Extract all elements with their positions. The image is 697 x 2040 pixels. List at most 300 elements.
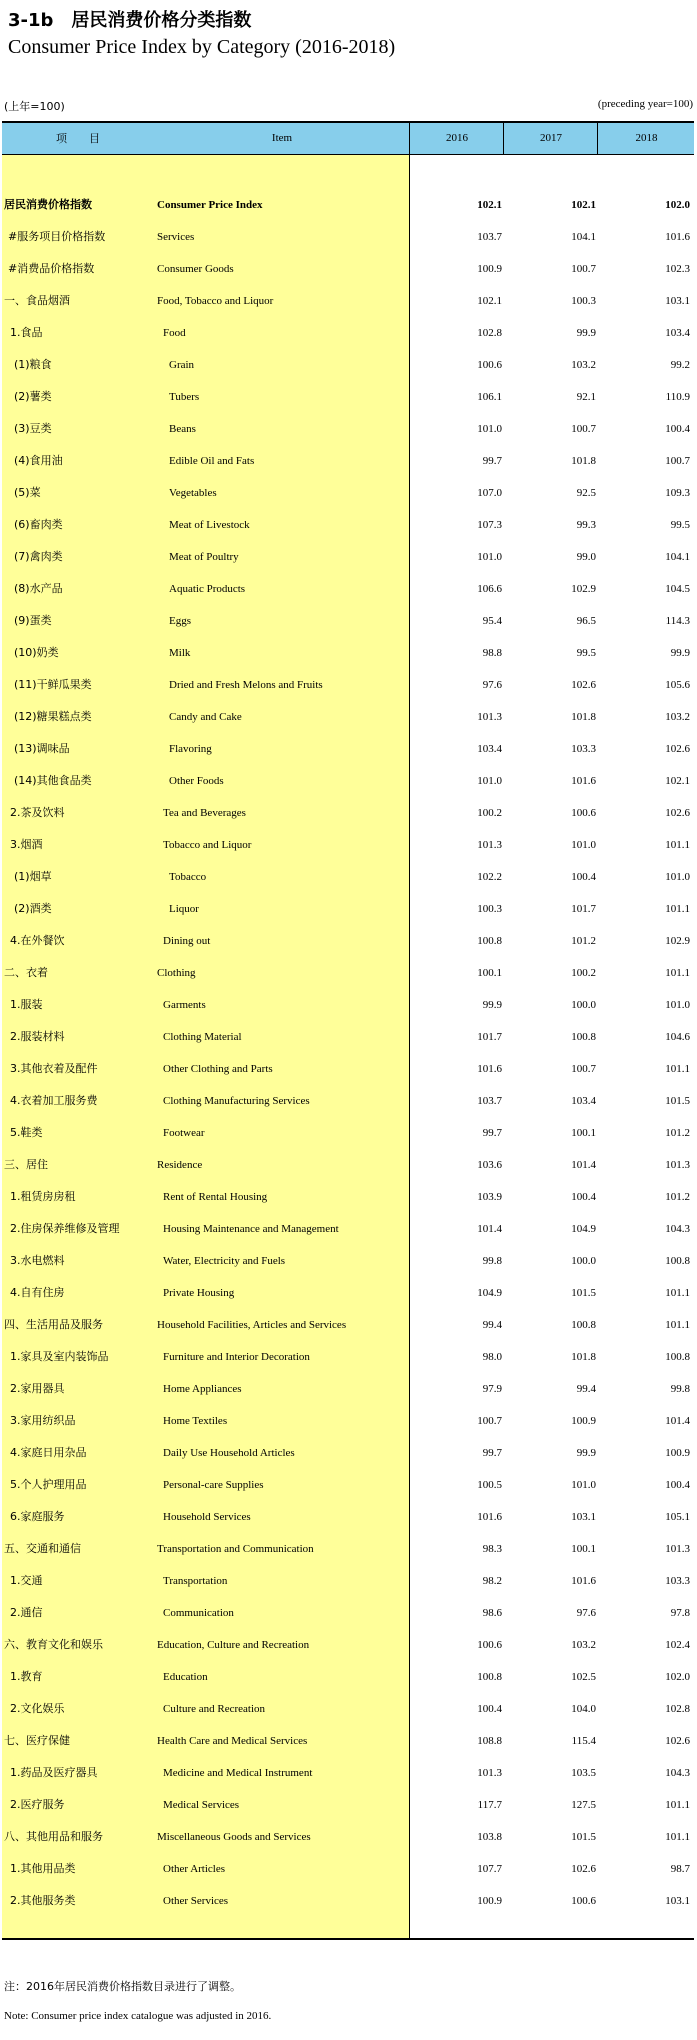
item-name-cn: 5.鞋类 <box>10 1126 43 1139</box>
value-2016: 102.8 <box>477 327 502 339</box>
value-2017: 100.0 <box>571 1255 596 1267</box>
item-name-en: Education <box>163 1671 208 1683</box>
value-2018: 102.9 <box>665 935 690 947</box>
value-2016: 101.0 <box>477 775 502 787</box>
value-2016: 108.8 <box>477 1735 502 1747</box>
item-name-cn: 3.烟酒 <box>10 838 43 851</box>
table-row <box>2 957 694 989</box>
value-2018: 101.1 <box>665 839 690 851</box>
value-2017: 102.5 <box>571 1671 596 1683</box>
value-2018: 101.1 <box>665 1831 690 1843</box>
item-name-en: Education, Culture and Recreation <box>157 1639 310 1651</box>
item-name-cn: 4.自有住房 <box>10 1286 65 1299</box>
item-name-cn: (8)水产品 <box>14 582 63 595</box>
value-2018: 102.6 <box>665 807 690 819</box>
item-name-cn: 1.租赁房房租 <box>10 1190 76 1203</box>
value-2017: 103.2 <box>571 1639 596 1651</box>
table-row <box>2 1597 694 1629</box>
value-2017: 99.4 <box>576 1383 596 1395</box>
value-2016: 100.4 <box>477 1703 502 1715</box>
unit-note-en: (preceding year=100) <box>597 98 693 110</box>
table-row <box>2 989 694 1021</box>
value-2016: 100.9 <box>477 263 502 275</box>
value-2018: 104.1 <box>665 551 690 563</box>
value-2017: 101.8 <box>571 1351 596 1363</box>
value-2018: 100.4 <box>665 1479 690 1491</box>
item-name-cn: (2)薯类 <box>14 390 52 403</box>
table-row <box>2 1757 694 1789</box>
item-name-cn: 1.药品及医疗器具 <box>10 1766 98 1779</box>
value-2018: 99.2 <box>670 359 690 371</box>
value-2018: 102.0 <box>665 199 690 211</box>
item-name-en: Medical Services <box>163 1799 240 1811</box>
table-row <box>2 221 694 253</box>
item-name-en: Tubers <box>169 391 200 403</box>
item-name-en: Grain <box>169 359 195 371</box>
item-name-en: Consumer Goods <box>157 263 234 275</box>
item-name-cn: 1.交通 <box>10 1574 43 1587</box>
value-2018: 102.6 <box>665 1735 690 1747</box>
table-row <box>2 541 694 573</box>
table-row <box>2 189 694 221</box>
table-row <box>2 1277 694 1309</box>
table-row <box>2 1693 694 1725</box>
item-name-en: Household Services <box>163 1511 251 1523</box>
value-2017: 92.5 <box>576 487 596 499</box>
table-row <box>2 1213 694 1245</box>
table-row <box>2 605 694 637</box>
table-row <box>2 925 694 957</box>
table-row <box>2 1501 694 1533</box>
value-2018: 100.8 <box>665 1255 690 1267</box>
table-row <box>2 253 694 285</box>
item-name-cn: (2)酒类 <box>14 902 52 915</box>
value-2016: 103.9 <box>477 1191 502 1203</box>
header-year-2018: 2018 <box>597 123 695 154</box>
item-name-cn: (14)其他食品类 <box>14 774 92 787</box>
item-name-cn: 一、食品烟酒 <box>4 294 70 307</box>
value-2016: 103.7 <box>477 231 502 243</box>
table-row <box>2 765 694 797</box>
item-name-en: Meat of Poultry <box>169 551 239 563</box>
item-name-cn: 2.通信 <box>10 1606 43 1619</box>
value-2018: 102.6 <box>665 743 690 755</box>
value-2017: 100.7 <box>571 263 596 275</box>
table-row <box>2 701 694 733</box>
item-name-en: Household Facilities, Articles and Services <box>157 1319 347 1331</box>
table-header <box>2 121 694 155</box>
table-row <box>2 1149 694 1181</box>
value-2017: 127.5 <box>571 1799 596 1811</box>
value-2017: 101.5 <box>571 1831 596 1843</box>
item-name-en: Aquatic Products <box>169 583 246 595</box>
table-title-en: Consumer Price Index by Category (2016-2018) <box>8 36 396 58</box>
table-row <box>2 861 694 893</box>
value-2016: 101.4 <box>477 1223 502 1235</box>
value-2018: 103.2 <box>665 711 690 723</box>
item-name-en: Miscellaneous Goods and Services <box>157 1831 311 1843</box>
value-2018: 101.3 <box>665 1543 690 1555</box>
value-2016: 100.1 <box>477 967 502 979</box>
value-2016: 101.6 <box>477 1063 502 1075</box>
value-2017: 104.1 <box>571 231 596 243</box>
value-2017: 92.1 <box>576 391 596 403</box>
value-2016: 98.3 <box>482 1543 502 1555</box>
value-2018: 114.3 <box>665 615 690 627</box>
item-name-en: Health Care and Medical Services <box>157 1735 308 1747</box>
header-item-cn: 项 目 <box>56 132 100 145</box>
table-row <box>2 477 694 509</box>
item-name-cn: 3.其他衣着及配件 <box>10 1062 98 1075</box>
item-name-cn: 四、生活用品及服务 <box>4 1318 103 1331</box>
value-2017: 115.4 <box>571 1735 596 1747</box>
item-name-en: Milk <box>169 647 191 659</box>
value-2016: 102.2 <box>477 871 502 883</box>
value-2018: 101.4 <box>665 1415 690 1427</box>
item-name-cn: 2.文化娱乐 <box>10 1702 65 1715</box>
value-2016: 98.0 <box>482 1351 502 1363</box>
value-2016: 107.7 <box>477 1863 502 1875</box>
value-2017: 101.8 <box>571 711 596 723</box>
table-row <box>2 669 694 701</box>
value-2017: 101.7 <box>571 903 596 915</box>
value-2017: 101.8 <box>571 455 596 467</box>
item-name-en: Food <box>163 327 186 339</box>
header-year-2016: 2016 <box>409 123 504 154</box>
value-2016: 103.8 <box>477 1831 502 1843</box>
item-name-en: Services <box>157 231 195 243</box>
value-2017: 99.0 <box>576 551 596 563</box>
value-2017: 100.3 <box>571 295 596 307</box>
item-name-cn: 2.家用器具 <box>10 1382 65 1395</box>
value-2016: 100.8 <box>477 935 502 947</box>
value-2017: 99.5 <box>576 647 596 659</box>
item-name-en: Other Services <box>163 1895 229 1907</box>
value-2016: 100.2 <box>477 807 502 819</box>
table-number: 3-1b <box>8 10 54 31</box>
item-name-en: Other Articles <box>163 1863 226 1875</box>
table-row <box>2 797 694 829</box>
item-name-cn: (10)奶类 <box>14 646 59 659</box>
table-row <box>2 573 694 605</box>
table-body <box>2 155 694 1940</box>
item-name-en: Meat of Livestock <box>169 519 250 531</box>
value-2016: 100.3 <box>477 903 502 915</box>
value-2018: 99.8 <box>670 1383 690 1395</box>
value-2016: 100.6 <box>477 359 502 371</box>
value-2016: 99.8 <box>482 1255 502 1267</box>
value-2016: 100.6 <box>477 1639 502 1651</box>
value-2016: 104.9 <box>477 1287 502 1299</box>
value-2017: 101.6 <box>571 775 596 787</box>
table-row <box>2 637 694 669</box>
table-row <box>2 1661 694 1693</box>
value-2018: 104.5 <box>665 583 690 595</box>
table-row <box>2 1181 694 1213</box>
item-name-cn: 2.服装材料 <box>10 1030 65 1043</box>
item-name-en: Dining out <box>163 935 211 947</box>
table-row <box>2 1469 694 1501</box>
value-2016: 106.1 <box>477 391 502 403</box>
value-2018: 102.8 <box>665 1703 690 1715</box>
item-name-cn: 3.水电燃料 <box>10 1254 65 1267</box>
value-2016: 101.7 <box>477 1031 502 1043</box>
value-2017: 100.1 <box>571 1127 596 1139</box>
value-2017: 99.9 <box>576 1447 596 1459</box>
value-2018: 100.8 <box>665 1351 690 1363</box>
value-2016: 95.4 <box>482 615 502 627</box>
item-name-cn: 五、交通和通信 <box>4 1542 81 1555</box>
item-name-en: Water, Electricity and Fuels <box>163 1255 286 1267</box>
value-2016: 97.9 <box>482 1383 502 1395</box>
table-row <box>2 285 694 317</box>
item-name-en: Flavoring <box>169 743 212 755</box>
item-name-cn: 2.其他服务类 <box>10 1894 76 1907</box>
item-name-cn: 4.家庭日用杂品 <box>10 1446 87 1459</box>
value-2018: 99.5 <box>670 519 690 531</box>
value-2018: 103.1 <box>665 1895 690 1907</box>
table-row <box>2 829 694 861</box>
title-text-cn: 居民消费价格分类指数 <box>71 10 252 31</box>
value-2018: 99.9 <box>670 647 690 659</box>
value-2017: 101.0 <box>571 839 596 851</box>
table-row <box>2 1821 694 1853</box>
item-name-cn: 三、居住 <box>4 1158 48 1171</box>
item-name-en: Daily Use Household Articles <box>163 1447 295 1459</box>
value-2018: 101.2 <box>665 1127 690 1139</box>
value-2018: 100.9 <box>665 1447 690 1459</box>
table-row <box>2 1085 694 1117</box>
item-name-en: Home Textiles <box>163 1415 228 1427</box>
item-name-cn: 八、其他用品和服务 <box>4 1830 103 1843</box>
value-2018: 101.1 <box>665 1799 690 1811</box>
value-2017: 100.6 <box>571 807 596 819</box>
value-2017: 103.2 <box>571 359 596 371</box>
value-2017: 100.9 <box>571 1415 596 1427</box>
item-name-en: Furniture and Interior Decoration <box>163 1351 310 1363</box>
value-2016: 100.5 <box>477 1479 502 1491</box>
item-name-en: Edible Oil and Fats <box>169 455 255 467</box>
item-name-cn: 5.个人护理用品 <box>10 1478 87 1491</box>
value-2016: 101.3 <box>477 711 502 723</box>
value-2016: 107.3 <box>477 519 502 531</box>
value-2017: 99.3 <box>576 519 596 531</box>
item-name-cn: 七、医疗保健 <box>4 1734 70 1747</box>
item-name-en: Other Clothing and Parts <box>163 1063 273 1075</box>
footnote-en: Note: Consumer price index catalogue was adjusted in 2016. <box>4 2010 272 2022</box>
item-name-en: Beans <box>169 423 196 435</box>
value-2016: 101.0 <box>477 551 502 563</box>
item-name-cn: (9)蛋类 <box>14 614 52 627</box>
item-name-cn: (4)食用油 <box>14 454 63 467</box>
value-2016: 117.7 <box>477 1799 502 1811</box>
table-row <box>2 1725 694 1757</box>
value-2018: 105.1 <box>665 1511 690 1523</box>
value-2017: 103.5 <box>571 1767 596 1779</box>
value-2018: 105.6 <box>665 679 690 691</box>
value-2017: 104.0 <box>571 1703 596 1715</box>
table-row <box>2 1309 694 1341</box>
value-2017: 103.1 <box>571 1511 596 1523</box>
value-2016: 100.7 <box>477 1415 502 1427</box>
value-2016: 99.7 <box>482 1127 502 1139</box>
item-name-en: Footwear <box>163 1127 205 1139</box>
value-2017: 100.8 <box>571 1319 596 1331</box>
value-2016: 98.2 <box>482 1575 502 1587</box>
item-name-en: Consumer Price Index <box>157 199 263 211</box>
value-2018: 97.8 <box>670 1607 690 1619</box>
value-2017: 102.9 <box>571 583 596 595</box>
item-name-en: Garments <box>163 999 206 1011</box>
value-2018: 109.3 <box>665 487 690 499</box>
value-2018: 103.3 <box>665 1575 690 1587</box>
value-2018: 101.1 <box>665 967 690 979</box>
item-name-cn: 居民消费价格指数 <box>4 198 92 211</box>
unit-note-cn: (上年=100) <box>4 100 65 113</box>
value-2016: 97.6 <box>482 679 502 691</box>
header-item-en: Item <box>271 132 293 144</box>
value-2016: 99.4 <box>482 1319 502 1331</box>
table-row <box>2 1341 694 1373</box>
value-2018: 103.1 <box>665 295 690 307</box>
value-2017: 100.1 <box>571 1543 596 1555</box>
value-2017: 102.6 <box>571 1863 596 1875</box>
value-2016: 99.7 <box>482 455 502 467</box>
item-name-en: Communication <box>163 1607 234 1619</box>
value-2017: 102.6 <box>571 679 596 691</box>
item-name-cn: 二、衣着 <box>4 966 48 979</box>
value-2017: 100.2 <box>571 967 596 979</box>
item-name-en: Transportation and Communication <box>157 1543 314 1555</box>
value-2018: 101.0 <box>665 999 690 1011</box>
value-2018: 100.4 <box>665 423 690 435</box>
table-row <box>2 1117 694 1149</box>
value-2017: 100.7 <box>571 423 596 435</box>
item-name-cn: (1)烟草 <box>14 870 52 883</box>
value-2018: 104.3 <box>665 1223 690 1235</box>
item-name-cn: 1.教育 <box>10 1670 43 1683</box>
value-2017: 103.4 <box>571 1095 596 1107</box>
item-name-en: Housing Maintenance and Management <box>163 1223 339 1235</box>
value-2018: 101.1 <box>665 1319 690 1331</box>
table-row <box>2 893 694 925</box>
value-2017: 101.0 <box>571 1479 596 1491</box>
header-year-2017: 2017 <box>503 123 598 154</box>
item-name-cn: 3.家用纺织品 <box>10 1414 76 1427</box>
item-name-cn: 2.医疗服务 <box>10 1798 65 1811</box>
item-name-en: Other Foods <box>169 775 224 787</box>
table-row <box>2 1021 694 1053</box>
value-2017: 104.9 <box>571 1223 596 1235</box>
value-2018: 101.3 <box>665 1159 690 1171</box>
item-name-en: Personal-care Supplies <box>163 1479 264 1491</box>
value-2016: 103.7 <box>477 1095 502 1107</box>
item-name-en: Liquor <box>169 903 199 915</box>
value-2018: 102.0 <box>665 1671 690 1683</box>
item-name-cn: (7)禽肉类 <box>14 550 63 563</box>
item-name-en: Food, Tobacco and Liquor <box>157 295 274 307</box>
value-2017: 100.4 <box>571 1191 596 1203</box>
value-2018: 101.2 <box>665 1191 690 1203</box>
value-2017: 100.4 <box>571 871 596 883</box>
value-2017: 96.5 <box>576 615 596 627</box>
value-2017: 101.5 <box>571 1287 596 1299</box>
value-2018: 102.1 <box>665 775 690 787</box>
item-name-en: Tobacco <box>169 871 207 883</box>
item-name-cn: #消费品价格指数 <box>8 262 95 275</box>
table-row <box>2 1373 694 1405</box>
value-2018: 101.1 <box>665 903 690 915</box>
item-name-cn: (5)菜 <box>14 486 41 499</box>
value-2018: 110.9 <box>665 391 690 403</box>
item-name-cn: 4.在外餐饮 <box>10 934 65 947</box>
value-2017: 99.9 <box>576 327 596 339</box>
item-name-cn: 1.家具及室内装饰品 <box>10 1350 109 1363</box>
item-name-en: Residence <box>157 1159 203 1171</box>
value-2018: 101.5 <box>665 1095 690 1107</box>
item-name-en: Private Housing <box>163 1287 235 1299</box>
table-row <box>2 509 694 541</box>
table-row <box>2 381 694 413</box>
item-name-cn: 4.衣着加工服务费 <box>10 1094 98 1107</box>
value-2016: 100.9 <box>477 1895 502 1907</box>
value-2016: 99.9 <box>482 999 502 1011</box>
value-2016: 98.6 <box>482 1607 502 1619</box>
value-2016: 101.0 <box>477 423 502 435</box>
item-name-cn: 2.住房保养维修及管理 <box>10 1222 120 1235</box>
value-2018: 104.3 <box>665 1767 690 1779</box>
value-2018: 98.7 <box>670 1863 690 1875</box>
table-rows <box>2 189 694 1917</box>
item-name-en: Clothing Material <box>163 1031 242 1043</box>
table-row <box>2 1533 694 1565</box>
item-name-cn: 1.食品 <box>10 326 43 339</box>
footnote-cn: 注：2016年居民消费价格指数目录进行了调整。 <box>4 1980 241 1993</box>
value-2018: 101.1 <box>665 1287 690 1299</box>
item-name-en: Candy and Cake <box>169 711 242 723</box>
item-name-en: Home Appliances <box>163 1383 242 1395</box>
item-name-cn: 2.茶及饮料 <box>10 806 65 819</box>
cpi-table <box>2 121 694 1940</box>
value-2018: 100.7 <box>665 455 690 467</box>
item-name-cn: 1.服装 <box>10 998 43 1011</box>
item-name-en: Eggs <box>169 615 191 627</box>
value-2018: 102.4 <box>665 1639 690 1651</box>
value-2016: 100.8 <box>477 1671 502 1683</box>
value-2018: 103.4 <box>665 327 690 339</box>
table-row <box>2 1629 694 1661</box>
value-2016: 101.3 <box>477 1767 502 1779</box>
value-2017: 101.4 <box>571 1159 596 1171</box>
item-name-cn: (12)糖果糕点类 <box>14 710 92 723</box>
item-name-en: Transportation <box>163 1575 228 1587</box>
item-name-cn: (6)畜肉类 <box>14 518 63 531</box>
value-2016: 99.7 <box>482 1447 502 1459</box>
value-2017: 100.7 <box>571 1063 596 1075</box>
value-2016: 107.0 <box>477 487 502 499</box>
value-2016: 102.1 <box>477 199 502 211</box>
value-2018: 102.3 <box>665 263 690 275</box>
value-2017: 97.6 <box>576 1607 596 1619</box>
table-title-cn <box>8 6 251 32</box>
item-name-cn: 六、教育文化和娱乐 <box>4 1638 103 1651</box>
item-name-en: Tea and Beverages <box>163 807 246 819</box>
value-2018: 101.1 <box>665 1063 690 1075</box>
table-row <box>2 1437 694 1469</box>
item-name-en: Vegetables <box>169 487 217 499</box>
value-2016: 102.1 <box>477 295 502 307</box>
table-row <box>2 1245 694 1277</box>
